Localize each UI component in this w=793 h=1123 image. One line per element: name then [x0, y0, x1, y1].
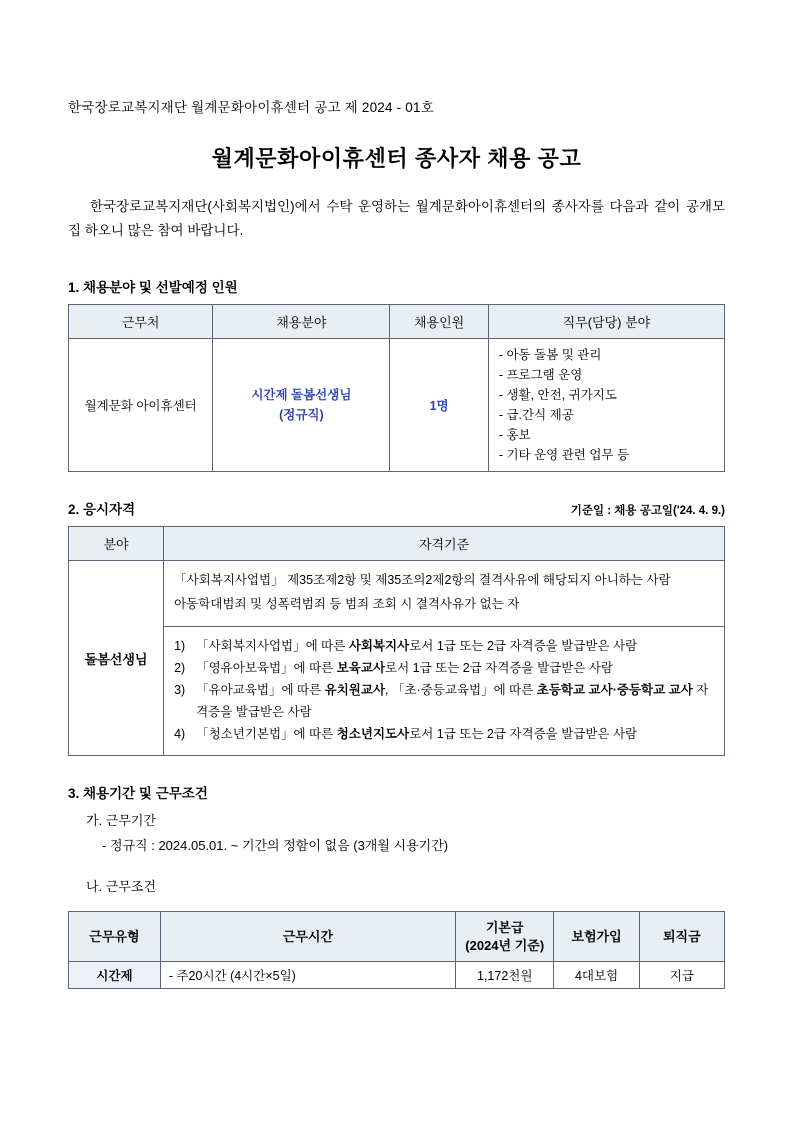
intro-paragraph: [68, 195, 725, 242]
criteria-line: 「사회복지사업법」 제35조제2항 및 제35조의2제2항의 결격사유에 해당되지 아니하는 사람: [174, 573, 671, 588]
cell-insurance: 4대보험: [554, 962, 639, 989]
column-header-field: 채용분야: [213, 305, 390, 339]
column-header-work-hours: 근무시간: [160, 912, 455, 962]
list-item: - 급.간식 제공: [498, 408, 574, 423]
cell-work-type: 시간제: [69, 962, 161, 989]
column-header-severance: 퇴직금: [639, 912, 724, 962]
list-item: [174, 680, 714, 723]
column-header-insurance: 보험가입: [554, 912, 639, 962]
section2-heading-row: [68, 498, 725, 518]
criteria-line: 아동학대범죄 및 성폭력범죄 등 범죄 조회 시 결격사유가 없는 자: [174, 596, 520, 611]
list-item: [174, 636, 714, 657]
cell-work-hours: - 주20시간 (4시간×5일): [160, 962, 455, 989]
criteria-list: [174, 636, 714, 745]
list-item: - 홍보: [498, 428, 531, 443]
table-header-row: [69, 527, 725, 561]
list-item: [174, 724, 714, 745]
cell-field-label: 돌봄선생님: [69, 561, 164, 756]
list-item: - 생활, 안전, 귀가지도: [498, 388, 617, 403]
section2-heading: 2. 응시자격: [68, 502, 136, 518]
table-row: [69, 962, 725, 989]
column-header-base-pay-line2: (2024년 기준): [465, 937, 545, 953]
cell-base-pay: 1,172천원: [456, 962, 554, 989]
table-row: [69, 561, 725, 627]
section1-heading: 1. 채용분야 및 선발예정 인원: [68, 280, 238, 296]
cell-criteria-block1: [164, 561, 725, 627]
cell-headcount: 1명: [390, 339, 488, 472]
page-title: 월계문화아이휴센터 종사자 채용 공고: [211, 146, 582, 171]
list-item: - 아동 돌봄 및 관리: [498, 348, 602, 363]
column-header-workplace: 근무처: [69, 305, 213, 339]
cell-field: [213, 339, 390, 472]
duties-list: [499, 345, 714, 465]
intro-text: 한국장로교복지재단(사회복지법인)에서 수탁 운영하는 월계문화아이휴센터의 종사자를 다음과 같이 공개모집 하오니 많은 참여 바랍니다.: [68, 199, 725, 238]
column-header-base-pay-line1: 기본급: [485, 920, 524, 935]
section2-note: 기준일 : 채용 공고일('24. 4. 9.): [570, 505, 725, 518]
column-header-field: 분야: [69, 527, 164, 561]
work-condition-table: [68, 911, 725, 989]
qualification-table: [68, 526, 725, 756]
table-header-row: [69, 305, 725, 339]
cell-field-main: 시간제 돌봄선생님: [251, 388, 352, 403]
cell-duties: [488, 339, 724, 472]
column-header-headcount: 채용인원: [390, 305, 488, 339]
column-header-duties: 직무(담당) 분야: [488, 305, 724, 339]
list-item: - 기타 운영 관련 업무 등: [498, 448, 630, 463]
section3-heading: 3. 채용기간 및 근무조건: [68, 786, 208, 801]
column-header-criteria: 자격기준: [164, 527, 725, 561]
recruitment-table: [68, 304, 725, 472]
column-header-work-type: 근무유형: [69, 912, 161, 962]
cell-workplace: 월계문화 아이휴센터: [69, 339, 213, 472]
list-item-text: 「유아교육법」에 따른 유치원교사, 「초·중등교육법」에 따른 초등학교 교사·중등학교 교사 자격증을 발급받은 사람: [196, 683, 709, 719]
table-row: [69, 626, 725, 755]
list-item-text: 「사회복지사업법」에 따른 사회복지사로서 1급 또는 2급 자격증을 발급받은 사람: [196, 638, 638, 653]
column-header-base-pay: [456, 912, 554, 962]
cell-field-sub: (정규직): [279, 408, 324, 423]
table-header-row: [69, 912, 725, 962]
document-number: 한국장로교복지재단 월계문화아이휴센터 공고 제 2024 - 01호: [68, 100, 434, 115]
list-item-text: 「청소년기본법」에 따른 청소년지도사로서 1급 또는 2급 자격증을 발급받은 사람: [196, 726, 638, 741]
section3-sub-a-line: - 정규직 : 2024.05.01. ~ 기간의 정함이 없음 (3개월 시용기간): [102, 838, 449, 853]
section3-sub-a: 가. 근무기간: [86, 813, 157, 828]
list-item-number: 1): [174, 638, 186, 653]
section3-sub-b: 나. 근무조건: [86, 879, 157, 894]
list-item-number: 4): [174, 726, 186, 741]
cell-criteria-block2: [164, 626, 725, 755]
list-item: - 프로그램 운영: [498, 368, 583, 383]
table-row: [69, 339, 725, 472]
list-item-text: 「영유아보육법」에 따른 보육교사로서 1급 또는 2급 자격증을 발급받은 사람: [196, 661, 613, 675]
list-item-number: 3): [174, 683, 186, 698]
list-item-number: 2): [174, 661, 186, 675]
list-item: [174, 658, 714, 679]
cell-severance: 지급: [639, 962, 724, 989]
